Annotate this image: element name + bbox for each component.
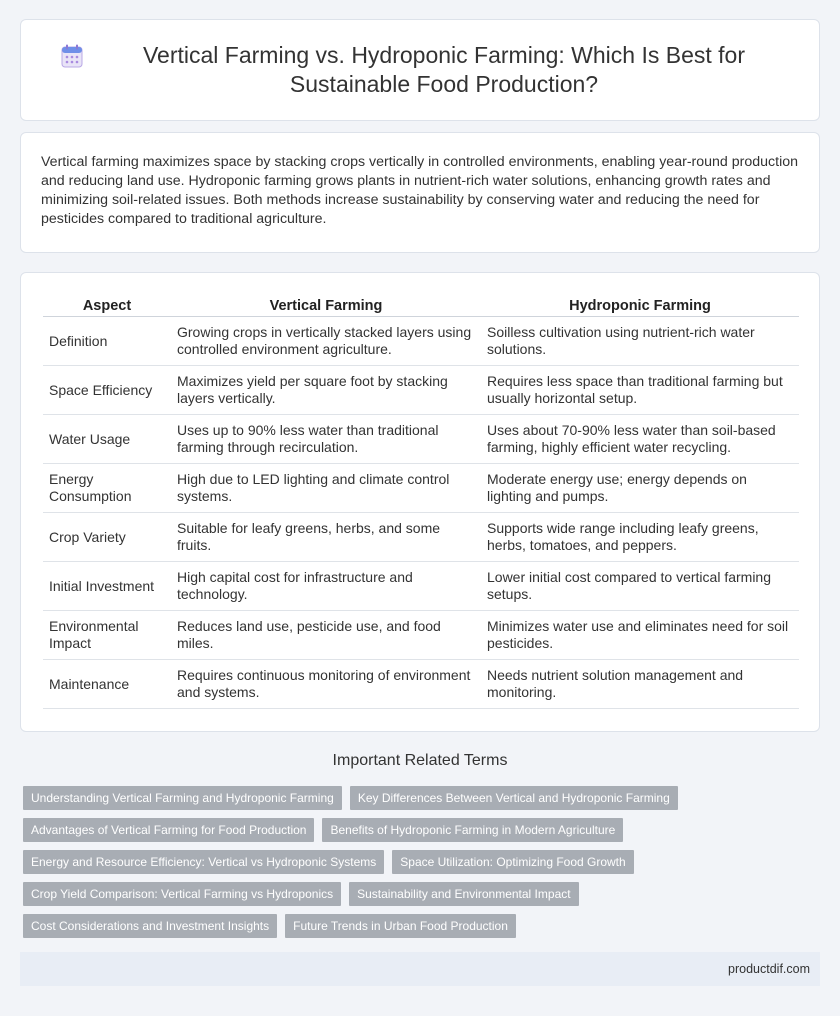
related-terms-tags — [23, 786, 803, 946]
calendar-icon — [61, 44, 83, 68]
related-term-tag[interactable]: Advantages of Vertical Farming for Food Production — [23, 818, 314, 842]
header-vertical-farming: Vertical Farming — [171, 295, 481, 317]
table-row — [43, 366, 799, 415]
intro-paragraph: Vertical farming maximizes space by stacking crops vertically in controlled environments, enabling year-round production and reducing land use. Hydroponic farming grows plants in nutrient-rich water solutions, enhancing growth rates and minimizing soil-related issues. Both methods increase sustainability by conserving water and reducing the need for pesticides compared to traditional agriculture. — [41, 154, 799, 227]
related-term-tag[interactable]: Future Trends in Urban Food Production — [285, 914, 516, 938]
vertical-cell: Maximizes yield per square foot by stacking layers vertically. — [171, 366, 481, 415]
related-term-tag[interactable]: Energy and Resource Efficiency: Vertical vs Hydroponic Systems — [23, 850, 384, 874]
vertical-cell: High due to LED lighting and climate control systems. — [171, 464, 481, 513]
hydroponic-cell: Soilless cultivation using nutrient-rich water solutions. — [481, 317, 799, 366]
related-term-tag[interactable]: Key Differences Between Vertical and Hydroponic Farming — [350, 786, 678, 810]
related-term-tag[interactable]: Space Utilization: Optimizing Food Growth — [392, 850, 633, 874]
hydroponic-cell: Needs nutrient solution management and monitoring. — [481, 660, 799, 709]
table-header-row — [43, 295, 799, 317]
aspect-cell: Environmental Impact — [43, 611, 171, 660]
table-row — [43, 464, 799, 513]
related-term-tag[interactable]: Sustainability and Environmental Impact — [349, 882, 578, 906]
hydroponic-cell: Uses about 70-90% less water than soil-based farming, highly efficient water recycling. — [481, 415, 799, 464]
hydroponic-cell: Requires less space than traditional farming but usually horizontal setup. — [481, 366, 799, 415]
table-row — [43, 660, 799, 709]
table-row — [43, 415, 799, 464]
hydroponic-cell: Lower initial cost compared to vertical farming setups. — [481, 562, 799, 611]
vertical-cell: Suitable for leafy greens, herbs, and some fruits. — [171, 513, 481, 562]
header-aspect: Aspect — [43, 295, 171, 317]
footer-site-link[interactable]: productdif.com — [728, 962, 810, 976]
aspect-cell: Maintenance — [43, 660, 171, 709]
vertical-cell: Growing crops in vertically stacked layers using controlled environment agriculture. — [171, 317, 481, 366]
table-row — [43, 317, 799, 366]
hydroponic-cell: Supports wide range including leafy greens, herbs, tomatoes, and peppers. — [481, 513, 799, 562]
aspect-cell: Initial Investment — [43, 562, 171, 611]
footer — [20, 952, 820, 986]
page-title: Vertical Farming vs. Hydroponic Farming: Which Is Best for Sustainable Food Production? — [142, 42, 746, 97]
vertical-cell: High capital cost for infrastructure and technology. — [171, 562, 481, 611]
related-term-tag[interactable]: Crop Yield Comparison: Vertical Farming vs Hydroponics — [23, 882, 341, 906]
intro-card — [20, 132, 820, 253]
comparison-table-card — [20, 272, 820, 732]
related-term-tag[interactable]: Cost Considerations and Investment Insights — [23, 914, 277, 938]
aspect-cell: Energy Consumption — [43, 464, 171, 513]
related-term-tag[interactable]: Benefits of Hydroponic Farming in Modern Agriculture — [322, 818, 623, 842]
table-row — [43, 562, 799, 611]
comparison-table — [43, 295, 799, 709]
related-term-tag[interactable]: Understanding Vertical Farming and Hydroponic Farming — [23, 786, 342, 810]
vertical-cell: Reduces land use, pesticide use, and food miles. — [171, 611, 481, 660]
related-terms-title: Important Related Terms — [332, 752, 508, 769]
aspect-cell: Crop Variety — [43, 513, 171, 562]
header-card — [20, 19, 820, 121]
hydroponic-cell: Minimizes water use and eliminates need for soil pesticides. — [481, 611, 799, 660]
table-row — [43, 513, 799, 562]
header-hydroponic-farming: Hydroponic Farming — [481, 295, 799, 317]
aspect-cell: Definition — [43, 317, 171, 366]
aspect-cell: Space Efficiency — [43, 366, 171, 415]
table-row — [43, 611, 799, 660]
aspect-cell: Water Usage — [43, 415, 171, 464]
hydroponic-cell: Moderate energy use; energy depends on lighting and pumps. — [481, 464, 799, 513]
vertical-cell: Uses up to 90% less water than traditional farming through recirculation. — [171, 415, 481, 464]
vertical-cell: Requires continuous monitoring of environment and systems. — [171, 660, 481, 709]
